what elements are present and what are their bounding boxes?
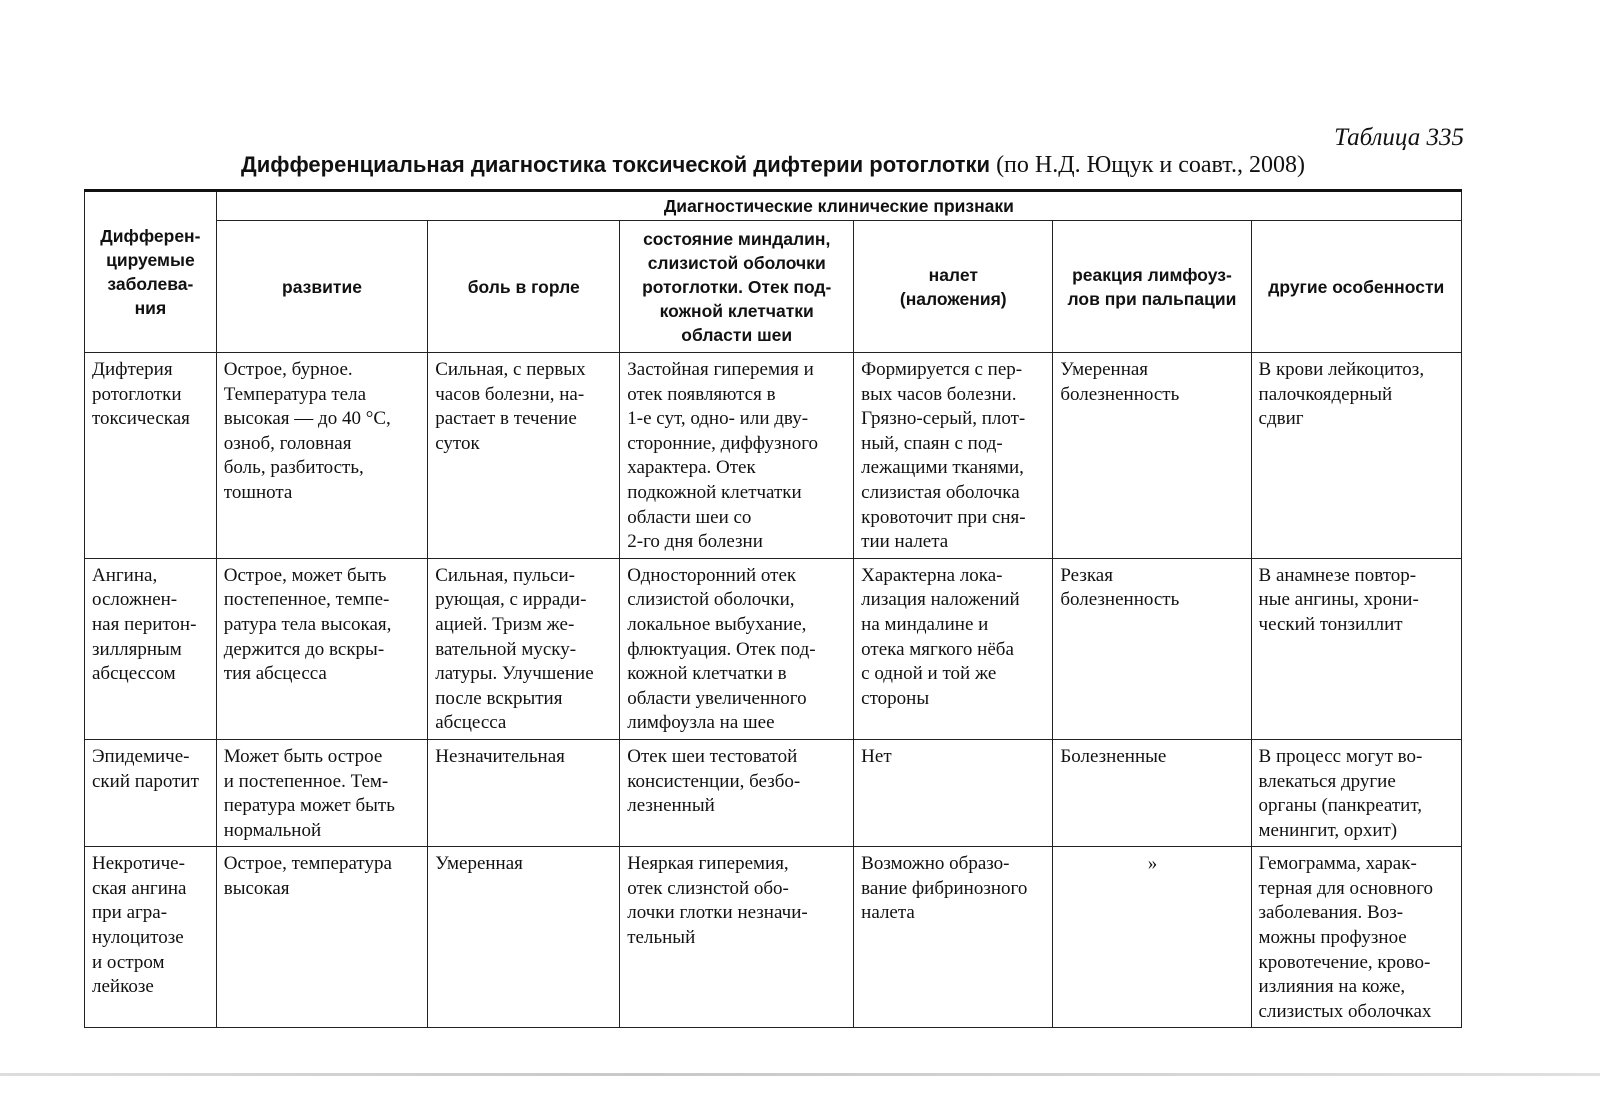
header-other-features: другие особенности — [1251, 221, 1461, 353]
table-cell: Неяркая гиперемия, отек слизнстой обо- лочки глотки незначи- тельный — [620, 847, 854, 1028]
table-cell: Отек шеи тестоватой консистенции, безбо- лезненный — [620, 739, 854, 846]
header-plaque: налет (наложения) — [854, 221, 1053, 353]
table-cell-ditto: » — [1053, 847, 1251, 1028]
table-row — [85, 558, 1462, 739]
table-cell: Острое, может быть постепенное, темпе- ратура тела высокая, держится до вскры- тия абсцесса — [216, 558, 427, 739]
caption-title: Дифференциальная диагностика токсической дифтерии ротоглотки — [241, 152, 991, 177]
row-disease: Некротиче- ская ангина при агра- нулоцитозе и остром лейкозе — [85, 847, 217, 1028]
header-disease: Дифферен- цируемые заболева- ния — [85, 191, 217, 353]
differential-diagnosis-table — [84, 189, 1462, 1028]
table-cell: Болезненные — [1053, 739, 1251, 846]
header-sore-throat: боль в горле — [428, 221, 620, 353]
table-cell: Гемограмма, харак- терная для основного заболевания. Воз- можны профузное кровотечение, крово- излияния на коже, слизистых оболочках — [1251, 847, 1461, 1028]
header-row-group — [85, 191, 1462, 221]
table-cell: Сильная, пульси- рующая, с ирради- ацией. Тризм же- вательной муску- латуры. Улучшение после вскрытия абсцесса — [428, 558, 620, 739]
table-cell: Может быть острое и постепенное. Тем- пература может быть нормальной — [216, 739, 427, 846]
table-cell: В процесс могут во- влекаться другие органы (панкреатит, менингит, орхит) — [1251, 739, 1461, 846]
table-cell: Односторонний отек слизистой оболочки, локальное выбухание, флюктуация. Отек под- кожной клетчатки в области увеличенного лимфоузла на шее — [620, 558, 854, 739]
header-group-signs: Диагностические клинические признаки — [216, 191, 1461, 221]
table-caption — [84, 152, 1462, 179]
table-cell: Незначительная — [428, 739, 620, 846]
table-row — [85, 847, 1462, 1028]
header-row-columns — [85, 221, 1462, 353]
table-row — [85, 739, 1462, 846]
table-cell: Умеренная — [428, 847, 620, 1028]
table-cell: В крови лейкоцитоз, палочкоядерный сдвиг — [1251, 353, 1461, 559]
table-number: Таблица 335 — [1334, 124, 1464, 151]
row-disease: Эпидемиче- ский паротит — [85, 739, 217, 846]
table-cell: Резкая болезненность — [1053, 558, 1251, 739]
table-cell: Острое, бурное. Температура тела высокая — до 40 °С, озноб, головная боль, разбитость, тошнота — [216, 353, 427, 559]
table-cell: Сильная, с первых часов болезни, на- растает в течение суток — [428, 353, 620, 559]
table-cell: Нет — [854, 739, 1053, 846]
header-tonsil-state: состояние миндалин, слизистой оболочки ротоглотки. Отек под- кожной клетчатки области шеи — [620, 221, 854, 353]
header-lymph-reaction: реакция лимфоуз- лов при пальпации — [1053, 221, 1251, 353]
table-row — [85, 353, 1462, 559]
table-cell: Острое, температура высокая — [216, 847, 427, 1028]
table-cell: Формируется с пер- вых часов болезни. Грязно-серый, плот- ный, спаян с под- лежащими тканями, слизистая оболочка кровоточит при сня- тии налета — [854, 353, 1053, 559]
table-cell: Умеренная болезненность — [1053, 353, 1251, 559]
row-disease: Дифтерия ротоглотки токсическая — [85, 353, 217, 559]
table-cell: Застойная гиперемия и отек появляются в 1-е сут, одно- или дву- сторонние, диффузного характера. Отек подкожной клетчатки области шеи со 2-го дня болезни — [620, 353, 854, 559]
scan-edge-line — [0, 1073, 1600, 1076]
table-cell: Характерна лока- лизация наложений на миндалине и отека мягкого нёба с одной и той же стороны — [854, 558, 1053, 739]
table-cell: Возможно образо- вание фибринозного налета — [854, 847, 1053, 1028]
header-development: развитие — [216, 221, 427, 353]
table-cell: В анамнезе повтор- ные ангины, хрони- ческий тонзиллит — [1251, 558, 1461, 739]
row-disease: Ангина, осложнен- ная перитон- зиллярным абсцессом — [85, 558, 217, 739]
caption-source: (по Н.Д. Ющук и соавт., 2008) — [996, 152, 1305, 178]
